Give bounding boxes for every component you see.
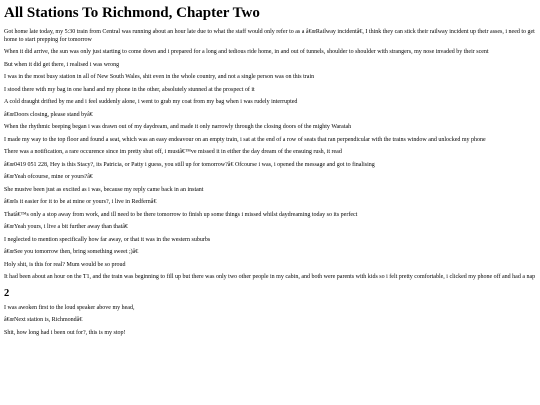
paragraph: â€œNext station is, Richmondâ€ [4, 317, 83, 323]
paragraph: Got home late today, my 5:30 train from Central was running about an hour late due to what the staff would only refer to as a â€œRailway incidentâ€, I think they can stick their railway incident up their asses, i need to get home to start prepping for tomorrow [4, 29, 535, 43]
paragraph: When it did arrive, the sun was only just starting to come down and i prepared for a long and tedious ride home, in and out of tunnels, shoulder to shoulder with strangers, my nose invaded by their scent [4, 49, 489, 55]
section-heading: 2 [4, 287, 10, 299]
paragraph: I made my way to the top floor and found a seat, which was an easy endeavour on an empty train, i sat at the end of a row of seats that ran perpendicular with the trains window and unlocked my phone [4, 136, 486, 143]
paragraph: â€œIs it easier for it to be at mine or yours?, i live in Redfernâ€ [4, 199, 157, 205]
paragraph: It had been about an hour on the T1, and the train was beginning to fill up but there was only two other people in my cabin, and both were parents with kids so i felt pretty comfortable, i clicked my phone off and had a nap [4, 274, 536, 280]
paragraph: I stood there with my bag in one hand and my phone in the other, absolutely stunned at the prospect of it [4, 86, 255, 93]
paragraph: â€œ0419 051 228, Hey is this Stacy?, its Patricia, or Patty i guess, you still up for tomorrow?â€ Ofcourse i was, i opened the message and got to finalising [4, 161, 375, 168]
paragraph: I neglected to mention specifically how far away, or that it was in the western suburbs [4, 236, 211, 243]
paragraph: â€œSee you tomorrow then, bring something sweet ;)â€ [4, 249, 139, 255]
paragraph: She mustve been just as excited as i was, because my reply came back in an instant [4, 186, 204, 193]
paragraph: I was in the most busy station in all of New South Wales, shit even in the whole country, and not a single person was on this train [4, 74, 315, 80]
paragraph: A cold draught drifted by me and i feel suddenly alone, i went to grab my coat from my bag when i was rudely interrupted [4, 99, 298, 105]
chapter-title: All Stations To Richmond, Chapter Two [4, 5, 260, 21]
paragraph: â€œYeah ofcourse, mine or yours?â€ [4, 174, 93, 180]
paragraph: There was a notification, a rare occurence since im pretty shut off, i mustâ€™ve missed it in either the day dream of the ensuing rush, it read [4, 149, 342, 155]
paragraph: Shit, how long had i been out for?, this is my stop! [4, 329, 126, 336]
paragraph: â€œDoors closing, please stand byâ€ [4, 111, 93, 118]
paragraph: I was awoken first to the loud speaker above my head, [4, 304, 135, 311]
paragraph: When the rhythmic beeping began i was drawn out of my daydream, and made it only narrowly through the closing doors of the mighty Waratah [4, 124, 352, 130]
paragraph: But when it did get there, i realised i was wrong [4, 61, 120, 68]
paragraph: Thatâ€™s only a stop away from work, and ill need to be there tomorrow to finish up some things i missed whilst daydreaming today so its perfect [4, 211, 358, 218]
paragraph: Holy shit, is this for real? Mum would be so proud [4, 261, 126, 268]
paragraph: â€œYeah yours, i live a bit further away than thatâ€ [4, 224, 129, 230]
